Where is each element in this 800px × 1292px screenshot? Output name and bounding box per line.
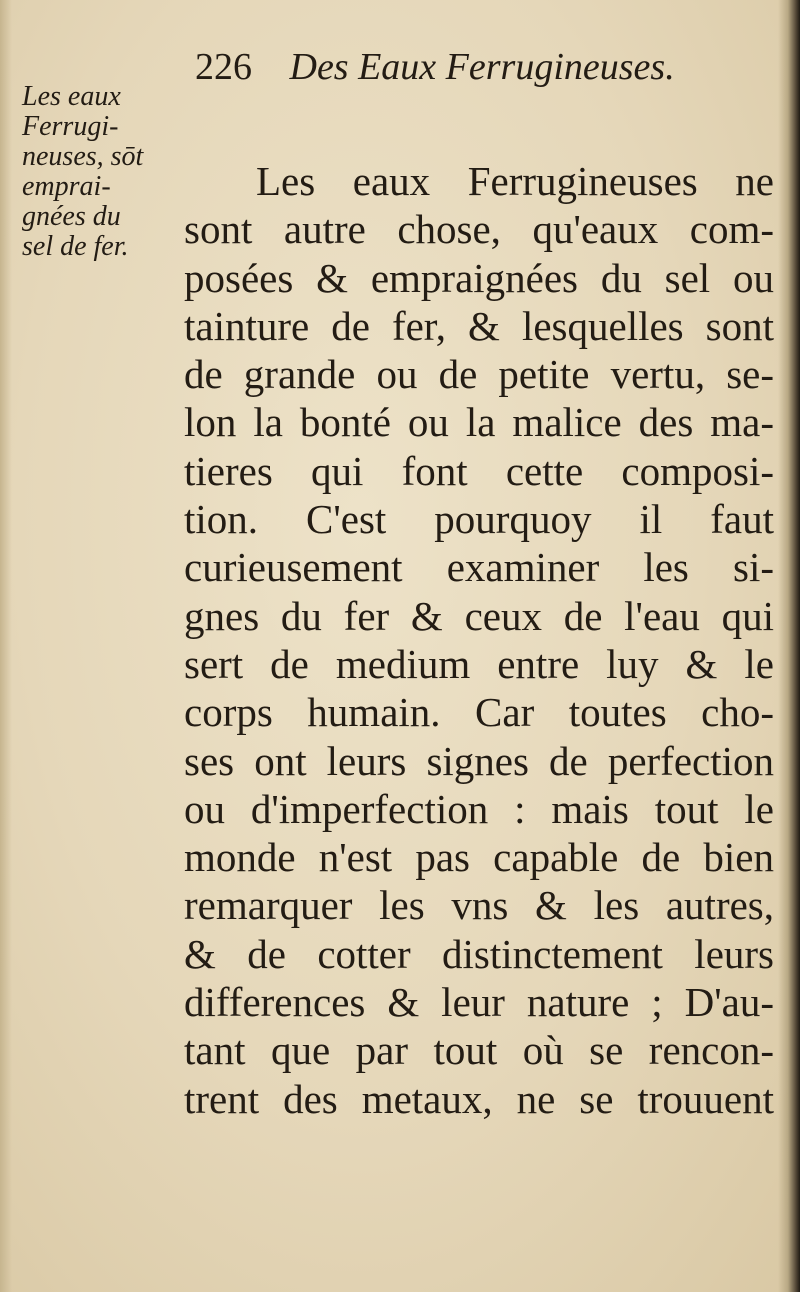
margin-note-line: neuses, sōt — [22, 141, 144, 172]
text-line: ou d'imperfection : mais tout le — [184, 785, 774, 832]
marginal-note — [22, 82, 197, 262]
page-header — [195, 42, 755, 92]
page-gutter-shadow — [778, 0, 800, 1292]
text-line: monde n'est pas capable de bien — [184, 834, 774, 881]
margin-note-line: emprai- — [22, 171, 111, 202]
text-line: gnes du fer & ceux de l'eau qui — [184, 592, 774, 639]
body-paragraph — [184, 157, 774, 1123]
text-line: de grande ou de petite vertu, se- — [184, 351, 774, 398]
text-line: tion. C'est pourquoy il faut — [184, 496, 774, 543]
margin-note-line: gnées du — [22, 201, 121, 232]
text-line: tieres qui font cette composi- — [184, 447, 774, 494]
text-line: posées & empraignées du sel ou — [184, 254, 774, 301]
text-line: & de cotter distinctement leurs — [184, 930, 774, 977]
text-line: remarquer les vns & les autres, — [184, 882, 774, 929]
text-line: ses ont leurs signes de perfection — [184, 737, 774, 784]
margin-note-line: Ferrugi- — [22, 111, 119, 142]
text-line: sont autre chose, qu'eaux com- — [184, 206, 774, 253]
margin-note-line: Les eaux — [22, 81, 121, 112]
text-line: curieusement examiner les si- — [184, 544, 774, 591]
text-line: tant que par tout où se rencon- — [184, 1027, 774, 1074]
text-line: trent des metaux, ne se trouuent — [184, 1075, 774, 1122]
text-line: Les eaux Ferrugineuses ne — [256, 158, 774, 204]
page-left-shadow — [0, 0, 12, 1292]
running-title: Des Eaux Ferrugineuses. — [289, 46, 675, 88]
text-line: sert de medium entre luy & le — [184, 640, 774, 687]
page-number: 226 — [195, 46, 252, 88]
text-line: tainture de fer, & lesquelles sont — [184, 302, 774, 349]
text-line: corps humain. Car toutes cho- — [184, 689, 774, 736]
text-line: differences & leur nature ; D'au- — [184, 979, 774, 1026]
text-line: lon la bonté ou la malice des ma- — [184, 399, 774, 446]
margin-note-line: sel de fer. — [22, 231, 129, 262]
